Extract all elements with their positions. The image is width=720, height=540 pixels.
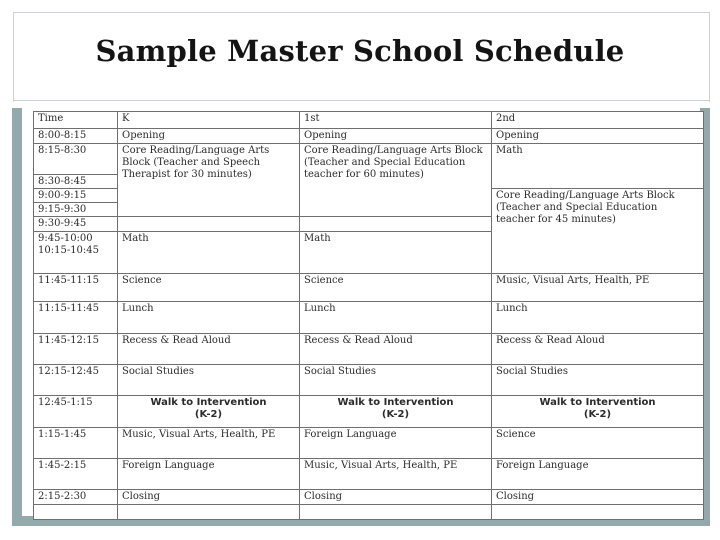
walk-intervention-label: Walk to Intervention (K-2) — [337, 397, 454, 420]
first-cell-empty — [300, 217, 492, 232]
second-cell: Opening — [492, 129, 704, 144]
time-cell: 11:45-12:15 — [34, 334, 118, 365]
header-row — [34, 112, 704, 129]
table-row — [34, 428, 704, 459]
second-cell: Social Studies — [492, 365, 704, 396]
table-row — [34, 459, 704, 490]
schedule-table — [33, 111, 704, 520]
table-row — [34, 302, 704, 334]
second-cell: Closing — [492, 490, 704, 505]
empty-cell — [300, 505, 492, 520]
header-time: Time — [34, 112, 118, 129]
time-cell: 8:30-8:45 — [34, 175, 118, 189]
k-cell: Foreign Language — [118, 459, 300, 490]
header-k: K — [118, 112, 300, 129]
header-1st: 1st — [300, 112, 492, 129]
walk-intervention-label: Walk to Intervention (K-2) — [539, 397, 656, 420]
k-cell: Closing — [118, 490, 300, 505]
time-cell: 12:15-12:45 — [34, 365, 118, 396]
walk-intervention-label: Walk to Intervention (K-2) — [150, 397, 267, 420]
first-cell: Math — [300, 232, 492, 274]
first-cell: Closing — [300, 490, 492, 505]
second-cell: Lunch — [492, 302, 704, 334]
k-cell: Music, Visual Arts, Health, PE — [118, 428, 300, 459]
header-2nd: 2nd — [492, 112, 704, 129]
first-cell: Music, Visual Arts, Health, PE — [300, 459, 492, 490]
time-cell: 2:15-2:30 — [34, 490, 118, 505]
second-cell — [492, 396, 704, 428]
time-cell — [34, 232, 118, 274]
empty-cell — [34, 505, 118, 520]
empty-cell — [492, 505, 704, 520]
slide-border-left — [12, 108, 22, 526]
k-cell: Opening — [118, 129, 300, 144]
first-cell — [300, 396, 492, 428]
k-cell: Science — [118, 274, 300, 302]
time-cell: 8:00-8:15 — [34, 129, 118, 144]
first-cell: Foreign Language — [300, 428, 492, 459]
time-cell: 12:45-1:15 — [34, 396, 118, 428]
time-cell: 11:45-11:15 — [34, 274, 118, 302]
second-cell: Science — [492, 428, 704, 459]
time-cell: 9:00-9:15 — [34, 189, 118, 203]
k-cell: Recess & Read Aloud — [118, 334, 300, 365]
first-cell: Social Studies — [300, 365, 492, 396]
second-cell: Core Reading/Language Arts Block (Teacher and Special Education teacher for 45 minutes) — [492, 189, 704, 274]
first-cell: Recess & Read Aloud — [300, 334, 492, 365]
k-cell: Social Studies — [118, 365, 300, 396]
k-cell: Math — [118, 232, 300, 274]
time-line: 9:45-10:00 — [38, 233, 93, 244]
second-cell: Math — [492, 144, 704, 189]
first-cell: Lunch — [300, 302, 492, 334]
first-cell: Core Reading/Language Arts Block (Teacher and Special Education teacher for 60 minutes) — [300, 144, 492, 217]
table-row — [34, 396, 704, 428]
time-cell: 11:15-11:45 — [34, 302, 118, 334]
second-cell: Recess & Read Aloud — [492, 334, 704, 365]
k-cell: Core Reading/Language Arts Block (Teacher and Speech Therapist for 30 minutes) — [118, 144, 300, 217]
time-cell: 8:15-8:30 — [34, 144, 118, 175]
table-row — [34, 129, 704, 144]
time-cell: 1:45-2:15 — [34, 459, 118, 490]
first-cell: Opening — [300, 129, 492, 144]
k-cell-empty — [118, 217, 300, 232]
title-divider — [13, 100, 710, 101]
table-row — [34, 274, 704, 302]
time-cell: 9:15-9:30 — [34, 203, 118, 217]
second-cell: Foreign Language — [492, 459, 704, 490]
table-row-empty — [34, 505, 704, 520]
time-cell: 9:30-9:45 — [34, 217, 118, 232]
k-cell — [118, 396, 300, 428]
table-row — [34, 144, 704, 175]
empty-cell — [118, 505, 300, 520]
first-cell: Science — [300, 274, 492, 302]
k-cell: Lunch — [118, 302, 300, 334]
table-row — [34, 365, 704, 396]
second-cell: Music, Visual Arts, Health, PE — [492, 274, 704, 302]
table-row — [34, 334, 704, 365]
table-row — [34, 490, 704, 505]
page-title: Sample Master School Schedule — [95, 34, 625, 68]
time-cell: 1:15-1:45 — [34, 428, 118, 459]
time-line: 10:15-10:45 — [38, 245, 100, 256]
